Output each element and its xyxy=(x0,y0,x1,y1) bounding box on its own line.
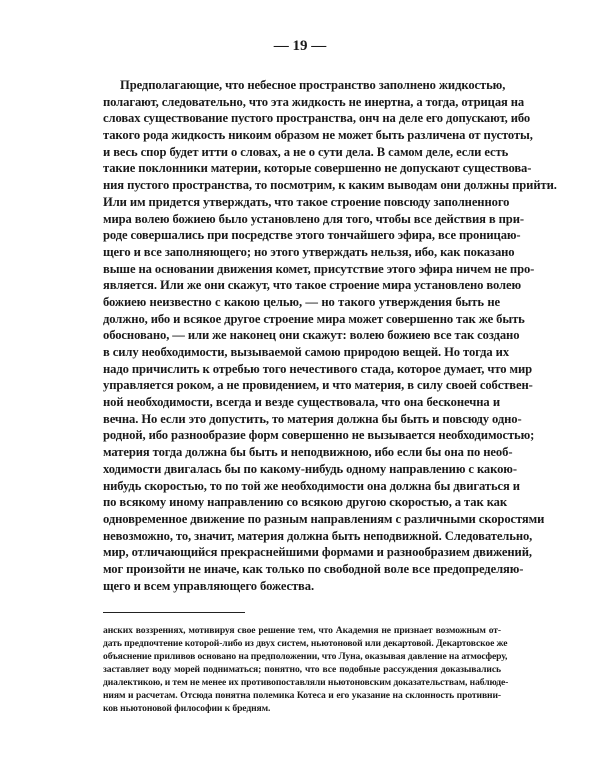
text-line: одновременное движение по разным направлениям с различными скоростями xyxy=(103,511,545,526)
main-text xyxy=(103,77,557,594)
text-line: родной, ибо разнообразие форм совершенно не вызывается необходимостью; xyxy=(103,428,535,443)
text-line: нибудь скоростью, то по той же необходимости она должна бы двигаться и xyxy=(103,478,520,493)
text-line: вечна. Но если это допустить, то материя должна бы быть и повсюду одно- xyxy=(103,411,522,426)
footnote-line: заставляет воду морей подниматься; понятно, что все подобные рассуждения доказывались xyxy=(103,664,501,675)
text-line: такого рода жидкость никоим образом не может быть различена от пустоты, xyxy=(103,128,533,143)
text-line: надо причислить к отребью того нечестивого стада, которое думает, что мир xyxy=(103,361,533,376)
text-line: божиею неизвестно с какою целью, — но такого утверждения быть не xyxy=(103,294,500,309)
text-line: является. Или же они скажут, что такое строение мира установлено волею xyxy=(103,278,521,293)
text-line: Предполагающие, что небесное пространство заполнено жидкостью, xyxy=(120,78,506,92)
text-line: и весь спор будет итти о словах, а не о сути дела. В самом деле, если есть xyxy=(103,144,509,159)
footnote-line: диалектикою, и тем не менее их противопоставляли ньютоновским доказательствам, наблюде- xyxy=(103,677,509,688)
footnote-line: ков ньютоновой философии к бредням. xyxy=(103,703,271,714)
text-line: такие поклонники материи, которые совершенно не допускают существова- xyxy=(103,161,532,176)
text-line: невозможно, то, значит, материя должна быть неподвижной. Следовательно, xyxy=(103,528,533,543)
text-line: роде совершались при посредстве этого тончайшего эфира, все проницаю- xyxy=(103,228,521,243)
text-line: щего и все заполняющего; но этого утверждать нельзя, ибо, как показано xyxy=(103,244,515,259)
text-line: управляется роком, а не провидением, и что материя, в силу своей собствен- xyxy=(103,378,533,393)
text-line: щего и всем управляющего божества. xyxy=(103,578,315,593)
text-line: по всякому иному направлению со всякою другою скоростью, а так как xyxy=(103,495,508,510)
text-line: словах существование пустого пространства, онч на деле его допускают, ибо xyxy=(103,111,531,126)
text-line: ной необходимости, всегда и везде существовала, что она бесконечна и xyxy=(103,395,500,410)
footnote-divider xyxy=(103,612,245,613)
page-number: — 19 — xyxy=(273,38,327,54)
text-line: мира волею божиею было установлено для того, чтобы все действия в при- xyxy=(103,211,524,226)
footnote-line: объяснение приливов основано на предположении, что Луна, оказывая давление на атмосферу, xyxy=(103,651,508,662)
text-line: выше на основании движения комет, присутствие этого эфира ничем не про- xyxy=(103,261,535,276)
text-line: ния пустого пространства, то посмотрим, к каким выводам они должны прийти. xyxy=(103,178,557,193)
text-line: полагают, следовательно, что эта жидкость не инертна, а тогда, отрицая на xyxy=(103,94,525,109)
text-line: мир, отличающийся прекраснейшими формами и разнообразием движений, xyxy=(103,545,532,560)
text-line: Или им придется утверждать, что такое строение повсюду заполненного xyxy=(103,194,510,209)
text-line: в силу необходимости, вызываемой самою природою вещей. Но тогда их xyxy=(103,345,510,359)
footnote xyxy=(103,624,509,715)
footnote-line: дать предпочтение которой-либо из двух систем, ньютоновой или декартовой. Декартовское же xyxy=(103,638,508,649)
text-line: ходимости двигалась бы по какому-нибудь одному направлению с какою- xyxy=(103,461,517,476)
text-line: обосновано, — или же наконец они скажут: волею божиею все так создано xyxy=(103,328,520,343)
text-line: материя тогда должна бы быть и неподвижною, ибо если бы она по необ- xyxy=(103,445,513,460)
text-line: мог произойти не иначе, как только по свободной воле все предопределяю- xyxy=(103,561,524,576)
text-line: должно, ибо и всякое другое строение мира может совершенно так же быть xyxy=(103,311,525,326)
footnote-line: ниям и расчетам. Отсюда понятна полемика Котеса и его указание на склонность противни- xyxy=(103,690,501,701)
footnote-line: анских воззрениях, мотивируя свое решение тем, что Академия не признает возможным от- xyxy=(103,625,501,636)
